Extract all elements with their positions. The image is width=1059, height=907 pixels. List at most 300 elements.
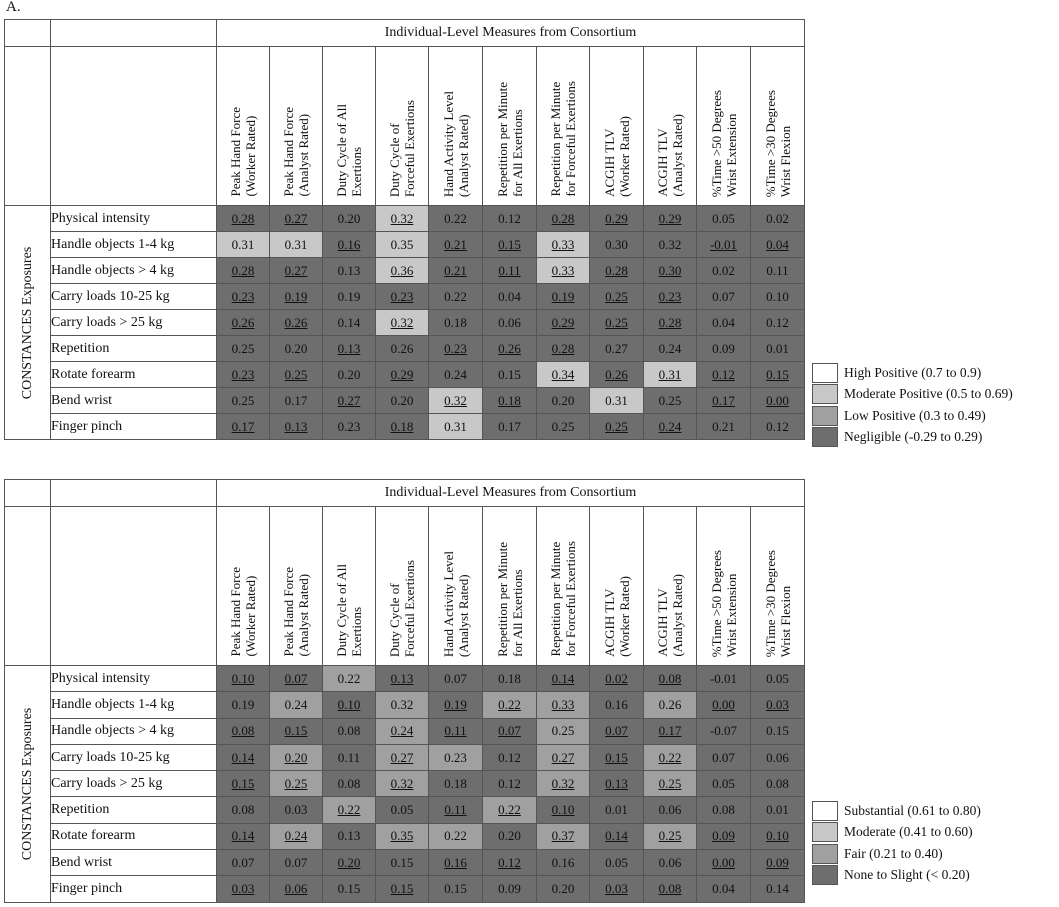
value-cell <box>429 850 483 876</box>
value-text: 0.11 <box>444 723 467 739</box>
value-text: 0.28 <box>231 262 255 278</box>
column-header-line1: Repetition per Minute <box>494 82 510 197</box>
column-header-line1: %Time >30 Degrees <box>762 89 778 197</box>
value-text: 0.26 <box>658 696 682 712</box>
value-cell <box>537 666 590 692</box>
value-cell <box>323 206 376 232</box>
table-row <box>5 362 805 388</box>
value-cell <box>217 388 270 414</box>
column-header-line2: (Analyst Rated) <box>670 574 685 657</box>
column-header-line1: Repetition per Minute <box>494 542 510 657</box>
legend-swatch <box>812 801 838 821</box>
value-cell <box>270 797 323 823</box>
value-cell <box>217 823 270 849</box>
column-header-text <box>387 560 417 657</box>
value-text: 0.27 <box>551 749 575 765</box>
value-text: 0.12 <box>498 854 521 870</box>
value-cell <box>697 744 751 770</box>
value-text: 0.23 <box>337 418 361 434</box>
table-row <box>5 823 805 849</box>
blank-cell <box>51 20 217 47</box>
value-text: 0.03 <box>284 802 308 818</box>
table-row <box>5 258 805 284</box>
column-header-line1: Peak Hand Force <box>281 107 296 197</box>
value-cell <box>376 232 429 258</box>
value-cell <box>590 414 644 440</box>
value-cell <box>697 850 751 876</box>
value-cell <box>537 388 590 414</box>
value-text: 0.20 <box>284 749 308 765</box>
value-cell <box>217 744 270 770</box>
value-cell <box>323 876 376 902</box>
value-text: 0.19 <box>284 288 308 304</box>
value-text: 0.17 <box>284 392 308 408</box>
value-text: 0.02 <box>605 670 628 686</box>
table-row <box>5 310 805 336</box>
column-header-line2: (Analyst Rated) <box>296 114 311 197</box>
value-text: 0.20 <box>284 340 308 356</box>
value-cell <box>376 310 429 336</box>
blank-cell <box>51 480 217 507</box>
value-cell <box>376 362 429 388</box>
value-text: 0.10 <box>551 802 575 818</box>
column-header-text <box>763 90 793 197</box>
value-cell <box>697 666 751 692</box>
value-text: 0.31 <box>444 418 467 434</box>
value-text: 0.32 <box>390 210 414 226</box>
row-group-label <box>5 666 51 903</box>
value-text: 0.20 <box>551 881 575 897</box>
value-cell <box>751 771 805 797</box>
table-row <box>5 692 805 718</box>
value-text: 0.25 <box>658 392 682 408</box>
value-cell <box>697 771 751 797</box>
value-cell <box>537 692 590 718</box>
value-cell <box>537 414 590 440</box>
legend-label: Moderate (0.41 to 0.60) <box>844 824 973 840</box>
value-text: 0.28 <box>551 340 575 356</box>
column-header-line2: Forceful Exertions <box>402 99 417 197</box>
row-label: Handle objects > 4 kg <box>51 258 217 284</box>
column-header <box>429 47 483 206</box>
column-header-text <box>334 564 364 657</box>
value-cell <box>483 414 537 440</box>
value-text: 0.14 <box>337 314 361 330</box>
value-cell <box>537 850 590 876</box>
value-cell <box>644 258 697 284</box>
value-text: 0.04 <box>712 881 735 897</box>
value-text: 0.20 <box>551 392 575 408</box>
column-header-line1: Hand Activity Level <box>440 90 456 197</box>
correlation-table-panel-0 <box>4 19 805 440</box>
value-cell <box>590 823 644 849</box>
value-cell <box>323 771 376 797</box>
value-cell <box>697 692 751 718</box>
value-text: 0.10 <box>231 670 255 686</box>
value-text: 0.32 <box>551 775 575 791</box>
value-cell <box>376 850 429 876</box>
value-text: 0.29 <box>390 366 414 382</box>
value-cell <box>323 336 376 362</box>
value-text: 0.12 <box>766 418 789 434</box>
column-header-line2: (Worker Rated) <box>616 576 632 657</box>
column-header-line2: (Analyst Rated) <box>455 574 471 657</box>
value-cell <box>590 771 644 797</box>
value-text: 0.25 <box>551 723 575 739</box>
column-header-line1: Duty Cycle of All <box>334 564 349 657</box>
value-cell <box>644 336 697 362</box>
value-text: 0.32 <box>444 392 467 408</box>
value-cell <box>429 876 483 902</box>
column-header-line1: Repetition per Minute <box>548 542 563 657</box>
column-header-text <box>602 116 632 197</box>
value-cell <box>537 336 590 362</box>
column-header-line2: (Worker Rated) <box>616 116 632 197</box>
value-text: 0.16 <box>551 854 575 870</box>
value-cell <box>217 718 270 744</box>
column-header-text <box>228 567 258 657</box>
value-text: 0.20 <box>498 828 521 844</box>
value-text: 0.10 <box>337 696 361 712</box>
value-cell <box>270 362 323 388</box>
legend-item <box>812 843 981 865</box>
value-text: 0.07 <box>284 670 308 686</box>
value-cell <box>483 823 537 849</box>
value-text: 0.27 <box>605 340 628 356</box>
correlation-table-panel-1 <box>4 479 805 903</box>
column-header-line2: for Forceful Exertions <box>563 81 578 197</box>
column-header <box>590 507 644 666</box>
value-cell <box>483 336 537 362</box>
value-text: 0.22 <box>444 828 467 844</box>
blank-cell <box>5 20 51 47</box>
value-cell <box>323 797 376 823</box>
table-row <box>5 718 805 744</box>
legend-item <box>812 405 1013 427</box>
value-cell <box>590 310 644 336</box>
value-text: 0.04 <box>766 236 789 252</box>
column-header-text <box>709 550 739 657</box>
column-header <box>537 507 590 666</box>
value-cell <box>217 232 270 258</box>
value-text: 0.13 <box>337 262 361 278</box>
table-row <box>5 414 805 440</box>
value-cell <box>483 718 537 744</box>
value-cell <box>217 206 270 232</box>
value-text: 0.32 <box>390 314 414 330</box>
legend-swatch <box>812 406 838 426</box>
value-cell <box>270 232 323 258</box>
column-header-text <box>655 114 685 197</box>
column-header <box>270 507 323 666</box>
column-header-line2: Exertions <box>349 147 364 197</box>
value-cell <box>751 388 805 414</box>
value-text: 0.05 <box>766 670 789 686</box>
value-cell <box>644 771 697 797</box>
value-cell <box>537 771 590 797</box>
measures-header: Individual-Level Measures from Consortium <box>217 480 805 507</box>
value-text: 0.12 <box>712 366 735 382</box>
column-header-line2: for All Exertions <box>509 569 525 657</box>
value-text: 0.11 <box>444 802 467 818</box>
value-text: 0.15 <box>498 366 521 382</box>
value-cell <box>270 692 323 718</box>
value-text: 0.13 <box>337 340 361 356</box>
value-text: 0.08 <box>231 802 255 818</box>
value-text: 0.13 <box>605 775 628 791</box>
value-cell <box>429 206 483 232</box>
value-text: 0.15 <box>444 881 467 897</box>
value-cell <box>751 850 805 876</box>
value-cell <box>697 718 751 744</box>
value-text: 0.00 <box>766 392 789 408</box>
value-text: 0.25 <box>605 314 628 330</box>
column-header <box>537 47 590 206</box>
value-cell <box>537 310 590 336</box>
value-cell <box>483 362 537 388</box>
value-cell <box>429 362 483 388</box>
value-text: 0.15 <box>231 775 255 791</box>
value-cell <box>217 797 270 823</box>
value-cell <box>270 206 323 232</box>
value-cell <box>483 310 537 336</box>
value-cell <box>697 310 751 336</box>
value-text: 0.18 <box>444 314 467 330</box>
value-cell <box>217 771 270 797</box>
column-header-line2: (Analyst Rated) <box>455 114 471 197</box>
table-row <box>5 771 805 797</box>
value-text: 0.06 <box>658 854 682 870</box>
value-cell <box>483 876 537 902</box>
column-header-text <box>763 550 793 657</box>
value-cell <box>697 336 751 362</box>
value-cell <box>590 232 644 258</box>
legend-item <box>812 362 1013 384</box>
value-text: 0.10 <box>766 288 789 304</box>
row-label: Carry loads 10-25 kg <box>51 744 217 770</box>
column-header-text <box>387 100 417 197</box>
value-cell <box>590 744 644 770</box>
value-text: 0.24 <box>284 696 308 712</box>
value-cell <box>429 232 483 258</box>
column-header-text <box>281 107 311 197</box>
value-cell <box>217 310 270 336</box>
value-cell <box>270 284 323 310</box>
value-cell <box>483 284 537 310</box>
value-text: 0.07 <box>712 288 735 304</box>
value-text: 0.22 <box>658 749 682 765</box>
value-cell <box>217 876 270 902</box>
value-text: 0.31 <box>658 366 682 382</box>
value-cell <box>644 310 697 336</box>
value-text: 0.15 <box>605 749 628 765</box>
column-header <box>644 47 697 206</box>
value-text: 0.35 <box>390 236 414 252</box>
row-label: Physical intensity <box>51 206 217 232</box>
value-text: 0.27 <box>284 210 308 226</box>
value-cell <box>323 744 376 770</box>
value-cell <box>537 718 590 744</box>
value-text: 0.01 <box>605 802 628 818</box>
row-label: Repetition <box>51 797 217 823</box>
value-cell <box>751 258 805 284</box>
value-cell <box>217 362 270 388</box>
legend <box>812 362 1013 448</box>
value-cell <box>323 232 376 258</box>
value-cell <box>697 206 751 232</box>
value-text: 0.32 <box>390 696 414 712</box>
value-text: 0.07 <box>605 723 628 739</box>
value-cell <box>590 718 644 744</box>
value-text: 0.22 <box>498 696 521 712</box>
value-cell <box>483 797 537 823</box>
value-cell <box>644 362 697 388</box>
value-cell <box>537 823 590 849</box>
value-text: 0.30 <box>605 236 628 252</box>
value-cell <box>590 692 644 718</box>
column-header-line1: ACGIH TLV <box>601 588 617 657</box>
correlation-table <box>4 19 805 440</box>
column-header-line2: Wrist Flexion <box>777 125 793 197</box>
column-header <box>751 47 805 206</box>
value-cell <box>483 206 537 232</box>
value-cell <box>751 823 805 849</box>
value-cell <box>590 258 644 284</box>
value-text: 0.25 <box>551 418 575 434</box>
row-label: Carry loads > 25 kg <box>51 771 217 797</box>
blank-cell <box>5 47 51 206</box>
value-text: 0.05 <box>712 775 735 791</box>
value-cell <box>697 362 751 388</box>
value-cell <box>590 336 644 362</box>
value-text: 0.05 <box>390 802 414 818</box>
value-cell <box>217 336 270 362</box>
value-cell <box>590 797 644 823</box>
value-cell <box>751 362 805 388</box>
column-header <box>483 47 537 206</box>
value-cell <box>376 666 429 692</box>
value-text: 0.14 <box>231 828 255 844</box>
value-text: 0.13 <box>390 670 414 686</box>
column-header <box>270 47 323 206</box>
value-cell <box>270 414 323 440</box>
table-row <box>5 797 805 823</box>
value-cell <box>644 232 697 258</box>
value-cell <box>697 258 751 284</box>
value-text: 0.24 <box>658 418 682 434</box>
value-text: 0.25 <box>605 418 628 434</box>
value-cell <box>323 414 376 440</box>
value-text: 0.26 <box>605 366 628 382</box>
value-text: 0.24 <box>658 340 682 356</box>
value-cell <box>270 823 323 849</box>
value-cell <box>376 258 429 284</box>
value-text: 0.05 <box>605 854 628 870</box>
row-label: Bend wrist <box>51 388 217 414</box>
column-header-line2: (Analyst Rated) <box>670 114 685 197</box>
value-text: 0.21 <box>712 418 735 434</box>
column-header-line1: ACGIH TLV <box>655 588 670 657</box>
value-cell <box>376 744 429 770</box>
value-text: 0.08 <box>337 775 361 791</box>
value-text: 0.14 <box>766 881 789 897</box>
value-cell <box>537 876 590 902</box>
legend-label: Low Positive (0.3 to 0.49) <box>844 407 986 423</box>
legend-swatch <box>812 822 838 842</box>
value-cell <box>644 692 697 718</box>
row-label: Finger pinch <box>51 414 217 440</box>
value-text: 0.08 <box>658 881 682 897</box>
value-text: 0.15 <box>766 723 789 739</box>
value-text: 0.07 <box>498 723 521 739</box>
blank-cell <box>5 507 51 666</box>
column-header-line1: Peak Hand Force <box>228 567 243 657</box>
value-text: 0.19 <box>551 288 575 304</box>
value-cell <box>376 876 429 902</box>
value-cell <box>644 850 697 876</box>
value-text: 0.24 <box>390 723 414 739</box>
column-header-text <box>709 90 739 197</box>
value-text: 0.32 <box>658 236 682 252</box>
value-cell <box>590 284 644 310</box>
value-text: 0.36 <box>390 262 414 278</box>
value-text: 0.22 <box>498 802 521 818</box>
legend-label: Moderate Positive (0.5 to 0.69) <box>844 386 1013 402</box>
column-header <box>217 47 270 206</box>
value-text: 0.06 <box>658 802 682 818</box>
value-cell <box>483 850 537 876</box>
column-header-text <box>655 574 685 657</box>
value-text: 0.33 <box>551 262 575 278</box>
row-label: Rotate forearm <box>51 362 217 388</box>
value-text: 0.01 <box>766 802 789 818</box>
value-text: 0.31 <box>605 392 628 408</box>
value-text: 0.18 <box>498 392 521 408</box>
value-cell <box>270 718 323 744</box>
value-cell <box>217 692 270 718</box>
panel-label: A. <box>6 0 21 15</box>
row-label: Physical intensity <box>51 666 217 692</box>
column-header-text <box>334 104 364 197</box>
value-text: 0.18 <box>444 775 467 791</box>
legend-swatch <box>812 844 838 864</box>
value-text: 0.24 <box>444 366 467 382</box>
value-cell <box>323 310 376 336</box>
column-header-line1: %Time >50 Degrees <box>708 549 724 657</box>
value-text: 0.03 <box>766 696 789 712</box>
legend-label: Negligible (-0.29 to 0.29) <box>844 429 983 445</box>
column-header <box>323 507 376 666</box>
value-text: 0.06 <box>284 881 308 897</box>
value-cell <box>644 414 697 440</box>
value-text: 0.08 <box>231 723 255 739</box>
value-cell <box>751 414 805 440</box>
column-header-line1: Peak Hand Force <box>281 567 296 657</box>
value-text: 0.19 <box>444 696 467 712</box>
value-text: 0.12 <box>498 210 521 226</box>
column-header <box>429 507 483 666</box>
value-cell <box>537 797 590 823</box>
column-header <box>697 47 751 206</box>
value-cell <box>323 718 376 744</box>
column-header-line1: ACGIH TLV <box>601 128 617 197</box>
value-text: 0.29 <box>605 210 628 226</box>
blank-cell <box>5 480 51 507</box>
value-text: 0.24 <box>284 828 308 844</box>
column-header-line2: for All Exertions <box>509 109 525 197</box>
value-text: 0.12 <box>766 314 789 330</box>
value-text: 0.16 <box>605 696 628 712</box>
